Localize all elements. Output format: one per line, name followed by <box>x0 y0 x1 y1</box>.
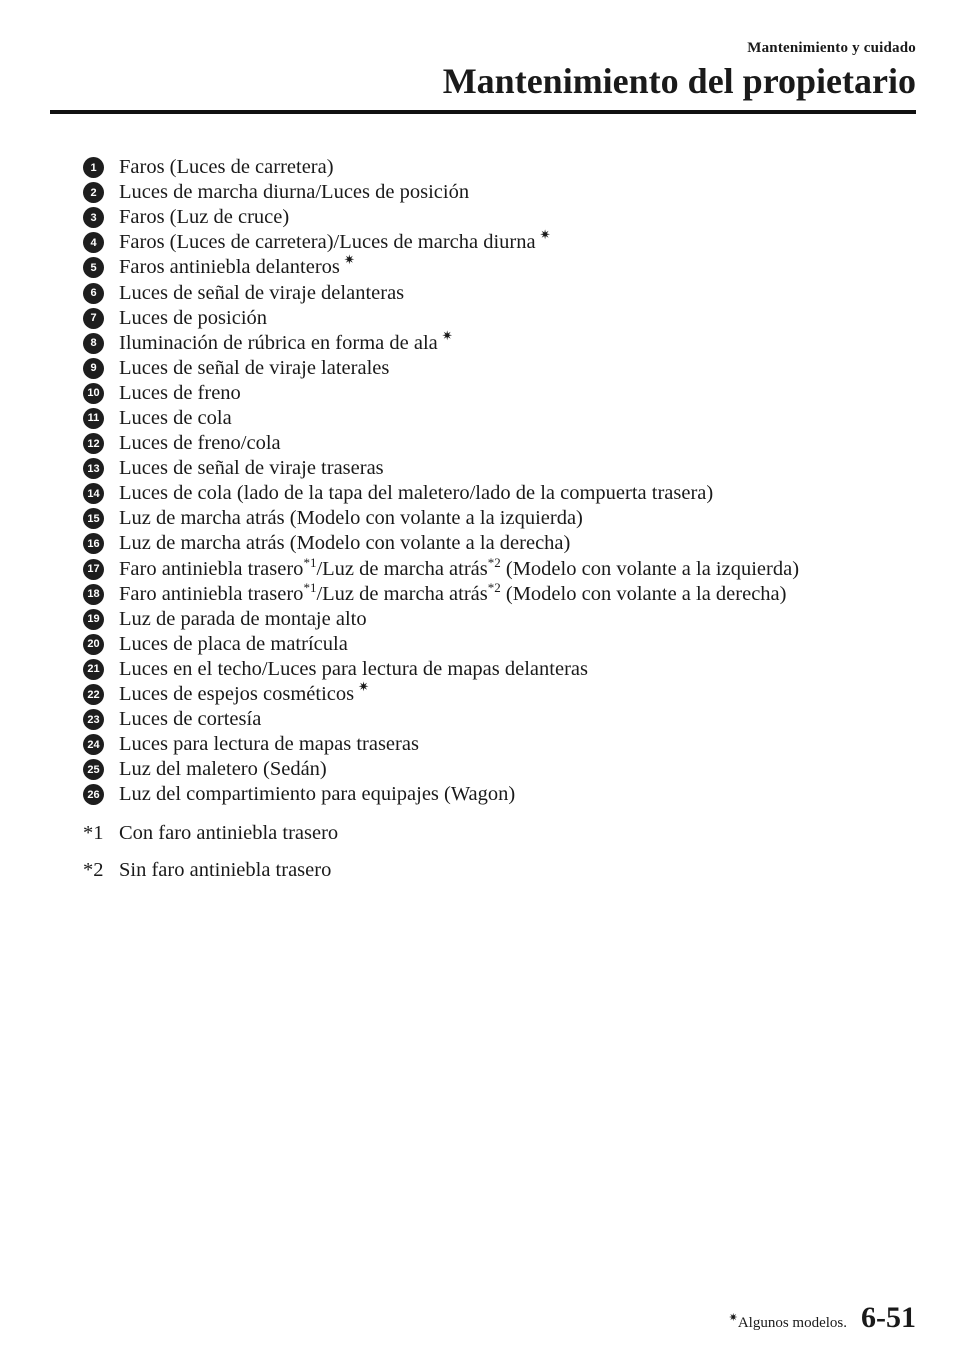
item-text: Faro antiniebla trasero <box>119 582 304 605</box>
item-label <box>119 554 800 581</box>
item-number-badge: 10 <box>83 383 104 404</box>
list-item <box>83 381 799 406</box>
item-label <box>119 357 389 380</box>
item-label <box>119 432 281 455</box>
footnote-ref: *1 <box>303 554 317 570</box>
list-item <box>83 180 799 205</box>
item-label <box>119 482 713 505</box>
item-number-badge: 2 <box>83 182 104 203</box>
item-text: Luces de placa de matrícula <box>119 632 348 655</box>
list-item <box>83 255 799 280</box>
item-number-badge: 17 <box>83 559 104 580</box>
item-label <box>119 228 551 254</box>
item-text: (Modelo con volante a la derecha) <box>500 582 787 605</box>
list-item <box>83 707 799 732</box>
footer-note-text: Algunos modelos. <box>737 1315 847 1331</box>
asterisk-icon: ✷ <box>728 1311 738 1324</box>
item-number-badge: 12 <box>83 433 104 454</box>
item-text: Faros (Luces de carretera)/Luces de marcha diurna <box>119 231 536 254</box>
footnote-ref: *1 <box>303 579 317 595</box>
item-text: (Modelo con volante a la izquierda) <box>500 557 800 580</box>
footnote-ref: *2 <box>487 554 501 570</box>
item-text: Luz del compartimiento para equipajes (Wagon) <box>119 783 516 806</box>
item-text: /Luz de marcha atrás <box>316 557 488 580</box>
item-number-badge: 8 <box>83 333 104 354</box>
list-item <box>83 506 799 531</box>
item-text: Luces de marcha diurna/Luces de posición <box>119 181 470 204</box>
footnote <box>83 822 338 859</box>
item-number-badge: 7 <box>83 308 104 329</box>
item-label <box>119 457 384 480</box>
item-number-badge: 22 <box>83 684 104 705</box>
item-text: Faros (Luces de carretera) <box>119 156 334 179</box>
asterisk-icon: ✷ <box>358 680 370 696</box>
item-label <box>119 307 267 330</box>
item-number-badge: 5 <box>83 257 104 278</box>
list-item <box>83 632 799 657</box>
list-item <box>83 328 799 356</box>
item-label <box>119 382 241 405</box>
list-item <box>83 205 799 230</box>
item-text: Luces de posición <box>119 306 268 329</box>
footer-note <box>728 1311 847 1332</box>
item-text: Luz de parada de montaje alto <box>119 607 367 630</box>
item-label <box>119 680 370 706</box>
item-number-badge: 3 <box>83 207 104 228</box>
item-text: Luces de cortesía <box>119 708 262 731</box>
footnote-mark: *1 <box>83 822 104 844</box>
list-item <box>83 431 799 456</box>
item-label <box>119 282 404 305</box>
item-text: Luces de freno <box>119 381 241 404</box>
item-text: Luces de cola (lado de la tapa del maletero/lado de la compuerta trasera) <box>119 482 714 505</box>
page-number: 6-51 <box>861 1301 916 1334</box>
list-item <box>83 757 799 782</box>
item-number-badge: 14 <box>83 483 104 504</box>
list-item <box>83 306 799 331</box>
item-label <box>119 708 261 731</box>
item-label <box>119 328 453 355</box>
item-number-badge: 19 <box>83 609 104 630</box>
item-text: Luces de freno/cola <box>119 432 281 455</box>
footnotes <box>83 822 338 896</box>
item-label <box>119 181 469 204</box>
list-item <box>83 481 799 506</box>
item-number-badge: 11 <box>83 408 104 429</box>
item-text: /Luz de marcha atrás <box>316 582 488 605</box>
footnote-mark: *2 <box>83 859 104 881</box>
item-number-badge: 23 <box>83 709 104 730</box>
section-label: Mantenimiento y cuidado <box>747 40 916 56</box>
footnote-text: Con faro antiniebla trasero <box>119 822 339 844</box>
list-item <box>83 782 799 807</box>
asterisk-icon: ✷ <box>441 328 453 344</box>
footnote-text: Sin faro antiniebla trasero <box>119 859 332 881</box>
item-text: Luces para lectura de mapas traseras <box>119 733 419 756</box>
list-item <box>83 579 799 607</box>
list-item <box>83 531 799 556</box>
item-label <box>119 253 355 279</box>
page-header <box>443 40 916 99</box>
list-item <box>83 732 799 757</box>
list-item <box>83 280 799 305</box>
asterisk-icon: ✷ <box>343 253 355 269</box>
item-label <box>119 507 583 530</box>
list-item <box>83 607 799 632</box>
item-number-badge: 26 <box>83 784 104 805</box>
item-number-badge: 4 <box>83 232 104 253</box>
item-label <box>119 633 348 656</box>
header-rule <box>50 110 916 114</box>
list-item <box>83 682 799 707</box>
item-text: Luces de señal de viraje laterales <box>119 356 390 379</box>
item-number-badge: 16 <box>83 533 104 554</box>
item-text: Luz de marcha atrás (Modelo con volante a la izquierda) <box>119 507 583 530</box>
item-number-badge: 1 <box>83 157 104 178</box>
item-label <box>119 758 327 781</box>
page-footer <box>729 1301 916 1335</box>
item-number-badge: 13 <box>83 458 104 479</box>
list-item <box>83 554 800 582</box>
item-text: Luces de señal de viraje delanteras <box>119 281 405 304</box>
item-number-badge: 20 <box>83 634 104 655</box>
item-text: Faros (Luz de cruce) <box>119 206 290 229</box>
item-text: Luz de marcha atrás (Modelo con volante a la derecha) <box>119 532 571 555</box>
list-item <box>83 230 799 255</box>
list-item <box>83 356 799 381</box>
item-number-badge: 9 <box>83 358 104 379</box>
footnote <box>83 859 338 896</box>
list-item <box>83 155 799 180</box>
item-label <box>119 733 419 756</box>
list-item <box>83 456 799 481</box>
item-text: Luz del maletero (Sedán) <box>119 758 327 781</box>
item-text: Faros antiniebla delanteros <box>119 256 340 279</box>
footnote-ref: *2 <box>487 579 501 595</box>
item-label <box>119 608 367 631</box>
item-label <box>119 579 787 606</box>
item-label <box>119 783 515 806</box>
list-item <box>83 657 799 682</box>
item-text: Iluminación de rúbrica en forma de ala <box>119 331 438 354</box>
item-label <box>119 407 232 430</box>
page-title: Mantenimiento del propietario <box>442 61 916 101</box>
list-item <box>83 406 799 431</box>
parts-list <box>83 155 799 807</box>
item-text: Luces en el techo/Luces para lectura de mapas delanteras <box>119 657 588 680</box>
item-number-badge: 25 <box>83 759 104 780</box>
item-number-badge: 6 <box>83 283 104 304</box>
item-label <box>119 532 570 555</box>
item-text: Faro antiniebla trasero <box>119 557 304 580</box>
item-label <box>119 206 289 229</box>
item-text: Luces de espejos cosméticos <box>119 683 355 706</box>
item-number-badge: 21 <box>83 659 104 680</box>
item-text: Luces de cola <box>119 406 232 429</box>
item-number-badge: 24 <box>83 734 104 755</box>
item-text: Luces de señal de viraje traseras <box>119 457 384 480</box>
asterisk-icon: ✷ <box>539 228 551 244</box>
item-label <box>119 658 588 681</box>
item-label <box>119 156 334 179</box>
item-number-badge: 15 <box>83 508 104 529</box>
item-number-badge: 18 <box>83 584 104 605</box>
